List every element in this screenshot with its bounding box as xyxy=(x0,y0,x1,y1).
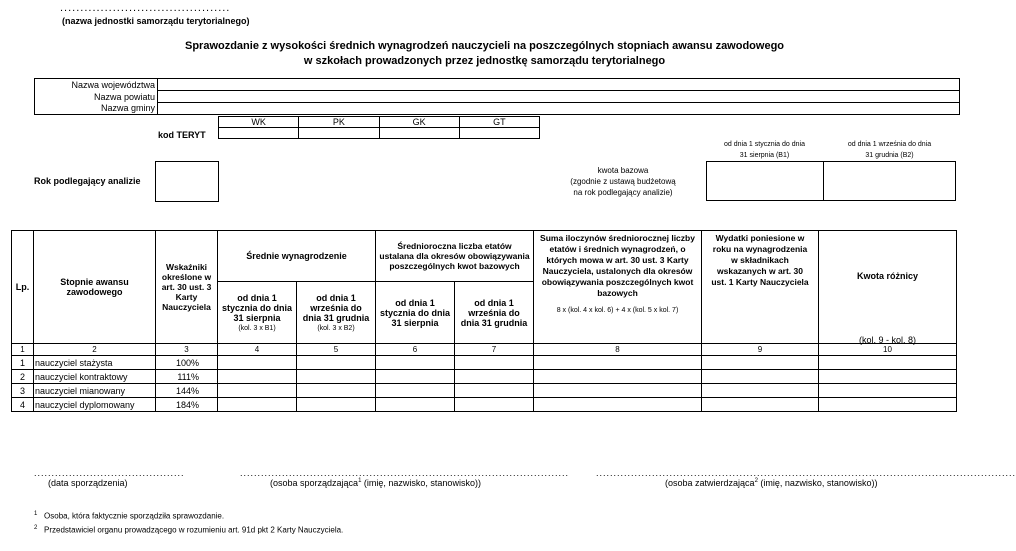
colnum-1: 1 xyxy=(12,344,34,356)
colnum-10: 10 xyxy=(819,344,957,356)
teryt-col-gk: GK xyxy=(379,117,459,128)
osoba-zatwierdzajaca-suffix: (imię, nazwisko, stanowisko)) xyxy=(757,478,878,488)
cell-col7[interactable] xyxy=(455,370,534,384)
colnum-5: 5 xyxy=(297,344,376,356)
rok-label: Rok podlegający analizie xyxy=(34,176,141,186)
footnote-2-number: 2 xyxy=(34,525,38,531)
teryt-pk-field[interactable] xyxy=(299,128,379,139)
row-stopien: nauczyciel kontraktowy xyxy=(34,370,156,384)
admin-fields-table xyxy=(34,78,960,115)
footnote-1-text: Osoba, która faktycznie sporządziła sprawozdanie. xyxy=(44,511,225,521)
table-row xyxy=(12,356,957,370)
main-table xyxy=(11,230,957,412)
cell-col5[interactable] xyxy=(297,398,376,412)
row-lp: 2 xyxy=(12,370,34,384)
report-title-line1: Sprawozdanie z wysokości średnich wynagrodzeń nauczycieli na poszczególnych stopniach awansu zawodowego xyxy=(184,40,785,52)
cell-col4[interactable] xyxy=(218,384,297,398)
header-suma-text: Suma iloczynów średniorocznej liczby etatów i średnich wynagrodzeń, o których mowa w art. 30 ust. 3 Karty Nauczyciela, ustalonych dla okresów obowiązywania poszczególnych kwot bazowych xyxy=(540,233,695,298)
teryt-gt-field[interactable] xyxy=(459,128,539,139)
header-et-col7: od dnia 1 września do dnia 31 grudnia xyxy=(455,282,534,344)
header-kwota-text: Kwota różnicy xyxy=(856,271,918,281)
footnote-1-number: 1 xyxy=(34,511,38,517)
osoba-sporzadzajaca-text: (osoba sporządzająca xyxy=(270,478,359,488)
teryt-col-wk: WK xyxy=(219,117,299,128)
cell-col7[interactable] xyxy=(455,384,534,398)
rok-field[interactable] xyxy=(155,161,219,202)
header-sr-col4-text: od dnia 1 stycznia do dnia 31 sierpnia xyxy=(222,293,293,323)
cell-col5[interactable] xyxy=(297,370,376,384)
colnum-6: 6 xyxy=(376,344,455,356)
kwota-bazowa-line1: kwota bazowa xyxy=(597,166,649,175)
gmina-label: Nazwa gminy xyxy=(35,103,158,115)
cell-col5[interactable] xyxy=(297,356,376,370)
teryt-gk-field[interactable] xyxy=(379,128,459,139)
cell-col8[interactable] xyxy=(534,398,702,412)
header-suma-formula: 8 x (kol. 4 x kol. 6) + 4 x (kol. 5 x kol. 7) xyxy=(556,307,679,314)
osoba-zatwierdzajaca-label xyxy=(665,478,877,488)
osoba-sporzadzajaca-dots: .............................................................................................. xyxy=(240,468,570,478)
cell-col6[interactable] xyxy=(376,370,455,384)
header-sr-col5 xyxy=(297,282,376,344)
report-title-line2: w szkołach prowadzonych przez jednostkę samorządu terytorialnego xyxy=(303,55,666,67)
header-srednie: Średnie wynagrodzenie xyxy=(218,231,376,282)
header-wydatki: Wydatki poniesione w roku na wynagrodzenia w składnikach wskazanych w art. 30 ust. 1 Karty Nauczyciela xyxy=(702,231,819,344)
cell-col8[interactable] xyxy=(534,384,702,398)
header-sr-col5-formula: (kol. 3 x B2) xyxy=(317,325,355,332)
row-stopien: nauczyciel mianowany xyxy=(34,384,156,398)
header-stopnie: Stopnie awansu zawodowego xyxy=(34,231,156,344)
header-sr-col4-formula: (kol. 3 x B1) xyxy=(238,325,276,332)
wojewodztwo-field[interactable] xyxy=(158,79,960,91)
cell-col9[interactable] xyxy=(702,384,819,398)
header-wskazniki: Wskaźniki określone w art. 30 ust. 3 Karty Nauczyciela xyxy=(156,231,218,344)
cell-col9[interactable] xyxy=(702,398,819,412)
row-lp: 4 xyxy=(12,398,34,412)
header-et-col6: od dnia 1 stycznia do dnia 31 sierpnia xyxy=(376,282,455,344)
footnote-ref-1: 1 xyxy=(358,478,362,484)
data-sporzadzenia-dots: ........................................... xyxy=(34,468,185,478)
header-kwota xyxy=(819,231,957,344)
cell-col10[interactable] xyxy=(819,398,957,412)
b1-header xyxy=(706,139,823,161)
osoba-sporzadzajaca-label xyxy=(270,478,481,488)
cell-col9[interactable] xyxy=(702,370,819,384)
row-wskaznik: 184% xyxy=(156,398,218,412)
cell-col9[interactable] xyxy=(702,356,819,370)
colnum-2: 2 xyxy=(34,344,156,356)
colnum-8: 8 xyxy=(534,344,702,356)
cell-col6[interactable] xyxy=(376,356,455,370)
data-sporzadzenia-label: (data sporządzenia) xyxy=(48,478,128,488)
row-wskaznik: 100% xyxy=(156,356,218,370)
table-row xyxy=(12,384,957,398)
header-lp: Lp. xyxy=(12,231,34,344)
kwota-bazowa-line3: na rok podlegający analizie) xyxy=(573,188,673,197)
cell-col6[interactable] xyxy=(376,384,455,398)
cell-col8[interactable] xyxy=(534,356,702,370)
b2-header-line1: od dnia 1 września do dnia xyxy=(847,141,932,148)
colnum-3: 3 xyxy=(156,344,218,356)
cell-col6[interactable] xyxy=(376,398,455,412)
header-sr-col5-text: od dnia 1 września do dnia 31 grudnia xyxy=(302,293,370,323)
footnote-2-text: Przedstawiciel organu prowadzącego w rozumieniu art. 91d pkt 2 Karty Nauczyciela. xyxy=(44,525,344,535)
cell-col7[interactable] xyxy=(455,398,534,412)
unit-name-label: (nazwa jednostki samorządu terytorialnego) xyxy=(62,16,250,26)
row-stopien: nauczyciel stażysta xyxy=(34,356,156,370)
osoba-sporzadzajaca-suffix: (imię, nazwisko, stanowisko)) xyxy=(361,478,481,488)
cell-col4[interactable] xyxy=(218,398,297,412)
cell-col10[interactable] xyxy=(819,370,957,384)
cell-col4[interactable] xyxy=(218,370,297,384)
teryt-table xyxy=(218,116,540,139)
footnote-2 xyxy=(34,525,343,535)
row-wskaznik: 144% xyxy=(156,384,218,398)
osoba-zatwierdzajaca-text: (osoba zatwierdzająca xyxy=(665,478,755,488)
powiat-label: Nazwa powiatu xyxy=(35,91,158,103)
powiat-field[interactable] xyxy=(158,91,960,103)
b1-header-line2: 31 sierpnia (B1) xyxy=(739,152,790,159)
colnum-4: 4 xyxy=(218,344,297,356)
cell-col7[interactable] xyxy=(455,356,534,370)
osoba-zatwierdzajaca-dots: ........................................................................................................................ xyxy=(596,468,1016,478)
kwota-bazowa-table xyxy=(706,161,956,201)
teryt-label: kod TERYT xyxy=(158,130,206,140)
b2-header xyxy=(823,139,956,161)
row-lp: 3 xyxy=(12,384,34,398)
cell-col10[interactable] xyxy=(819,384,957,398)
table-row xyxy=(12,370,957,384)
row-stopien: nauczyciel dyplomowany xyxy=(34,398,156,412)
footnote-ref-2: 2 xyxy=(754,478,758,484)
footnote-1 xyxy=(34,511,224,521)
colnum-7: 7 xyxy=(455,344,534,356)
teryt-col-pk: PK xyxy=(299,117,379,128)
b2-field[interactable] xyxy=(823,162,955,201)
colnum-9: 9 xyxy=(702,344,819,356)
kwota-bazowa-label xyxy=(538,165,708,198)
gmina-field[interactable] xyxy=(158,103,960,115)
cell-col10[interactable] xyxy=(819,356,957,370)
header-suma xyxy=(534,231,702,344)
teryt-wk-field[interactable] xyxy=(219,128,299,139)
row-lp: 1 xyxy=(12,356,34,370)
b2-header-line2: 31 grudnia (B2) xyxy=(865,152,914,159)
header-sr-col4 xyxy=(218,282,297,344)
b1-field[interactable] xyxy=(707,162,824,201)
unit-name-dots: .......................................... xyxy=(60,2,231,14)
header-etaty: Średnioroczna liczba etatów ustalana dla okresów obowiązywania poszczególnych kwot bazowych xyxy=(376,231,534,282)
row-wskaznik: 111% xyxy=(156,370,218,384)
table-row xyxy=(12,398,957,412)
wojewodztwo-label: Nazwa województwa xyxy=(35,79,158,91)
teryt-col-gt: GT xyxy=(459,117,539,128)
kwota-bazowa-line2: (zgodnie z ustawą budżetową xyxy=(570,177,676,186)
header-kwota-formula: (kol. 9 - kol. 8) xyxy=(858,335,916,345)
b1-header-line1: od dnia 1 stycznia do dnia xyxy=(724,141,805,148)
cell-col5[interactable] xyxy=(297,384,376,398)
cell-col4[interactable] xyxy=(218,356,297,370)
cell-col8[interactable] xyxy=(534,370,702,384)
